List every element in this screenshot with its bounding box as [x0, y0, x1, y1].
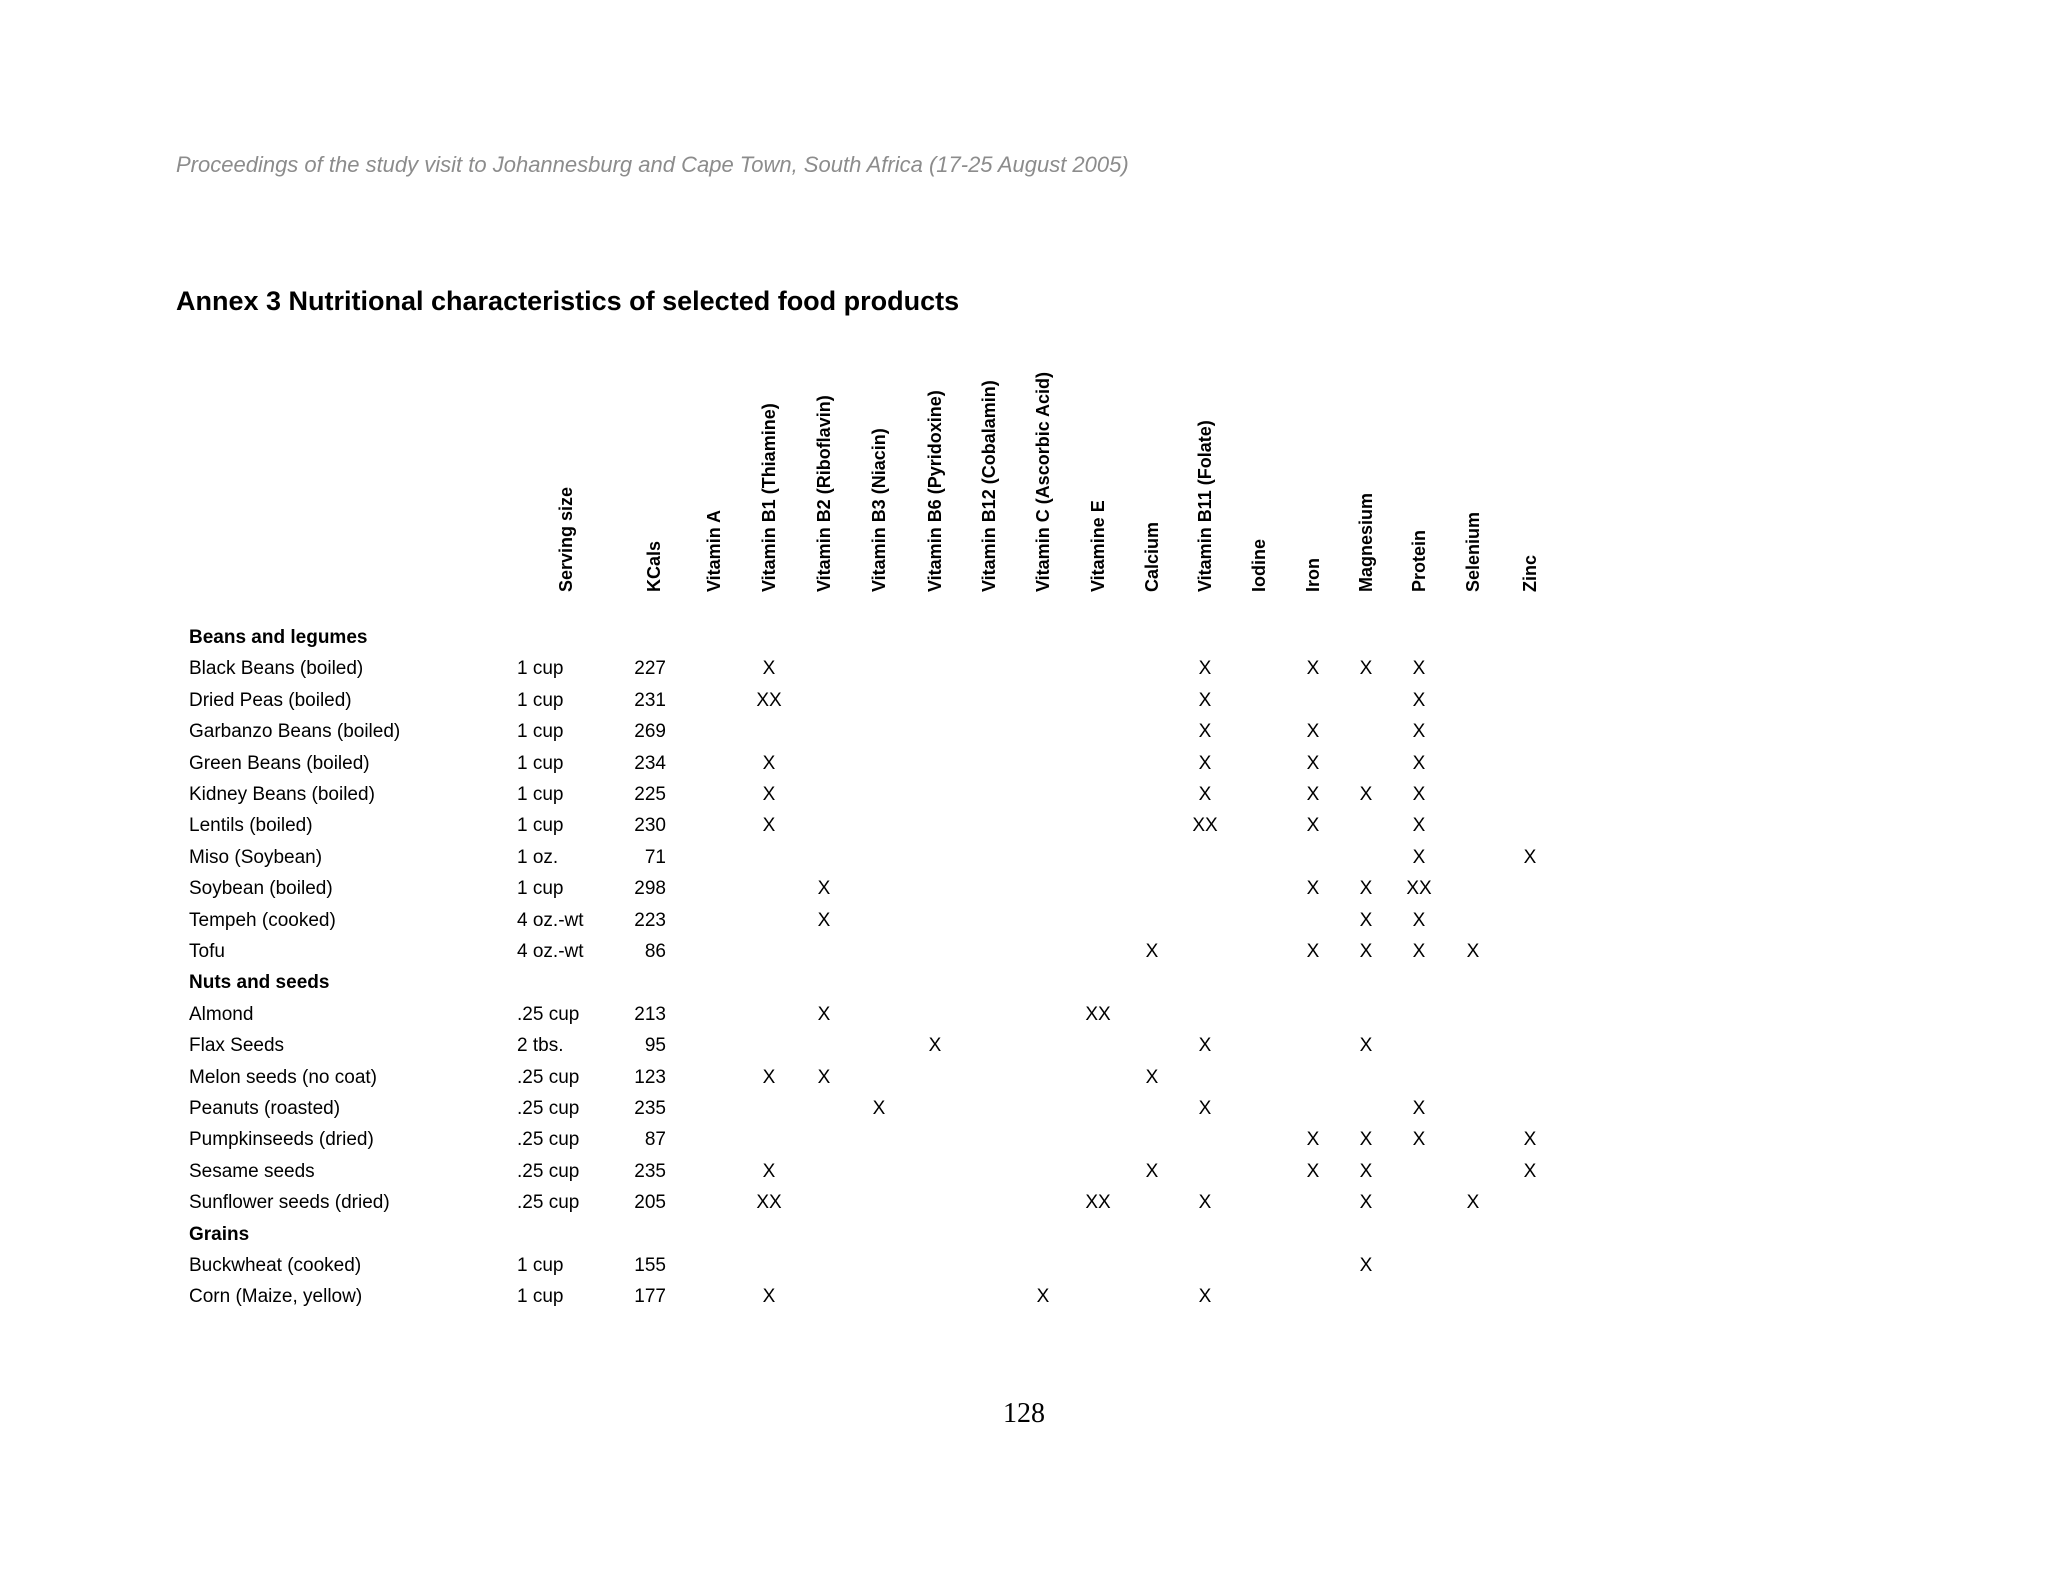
kcal-value: 95 — [644, 1035, 666, 1057]
nutrient-mark: X — [1523, 846, 1537, 868]
column-header-label: Magnesium — [1356, 492, 1376, 592]
kcal-value: 155 — [634, 1255, 666, 1276]
nutrient-mark: XX — [1192, 815, 1218, 837]
serving-size: .25 cup — [517, 1066, 580, 1088]
nutrient-mark: X — [1306, 721, 1320, 743]
table-row — [0, 936, 2048, 967]
nutrient-mark: X — [1466, 1192, 1480, 1214]
kcal-value: 223 — [634, 909, 666, 931]
food-name: Dried Peas (boiled) — [189, 689, 352, 711]
food-name: Tofu — [189, 941, 225, 962]
nutrient-mark: X — [1359, 1255, 1373, 1276]
column-header-label: Iodine — [1249, 539, 1269, 592]
nutrient-mark: X — [1359, 658, 1373, 680]
nutrient-mark: X — [1523, 1160, 1537, 1182]
serving-size: 1 cup — [517, 658, 564, 680]
serving-size: .25 cup — [517, 1192, 580, 1214]
table-row — [0, 1030, 2048, 1061]
table-row — [0, 842, 2048, 873]
kcal-value: 235 — [634, 1160, 666, 1182]
table-row — [0, 873, 2048, 904]
food-name: Lentils (boiled) — [189, 815, 313, 837]
kcal-value: 177 — [634, 1286, 666, 1308]
column-header-label: Selenium — [1463, 511, 1483, 592]
serving-size: 1 cup — [517, 815, 564, 837]
section-header-row — [0, 1219, 2048, 1250]
nutrient-mark: X — [1145, 1160, 1159, 1182]
nutrient-mark: X — [817, 1003, 831, 1025]
table-row — [0, 1250, 2048, 1281]
serving-size: .25 cup — [517, 1003, 580, 1025]
table-row — [0, 1124, 2048, 1155]
nutrient-mark: X — [1306, 941, 1320, 962]
serving-size: 1 cup — [517, 689, 564, 711]
nutrient-mark: X — [1412, 784, 1426, 805]
serving-size: 1 cup — [517, 1255, 564, 1276]
food-name: Kidney Beans (boiled) — [189, 784, 375, 805]
nutrient-mark: X — [1198, 1098, 1212, 1119]
nutrient-mark: X — [1359, 784, 1373, 805]
nutrient-mark: X — [1359, 909, 1373, 931]
column-header-label: Vitamin B6 (Pyridoxine) — [925, 390, 945, 592]
serving-size: 1 cup — [517, 1286, 564, 1308]
column-header-label: Iron — [1303, 558, 1323, 592]
nutrient-mark: X — [1466, 941, 1480, 962]
nutrient-mark: X — [762, 752, 776, 774]
serving-size: 4 oz.-wt — [517, 941, 584, 962]
kcal-value: 71 — [644, 846, 666, 868]
food-name: Melon seeds (no coat) — [189, 1066, 377, 1088]
food-name: Soybean (boiled) — [189, 878, 333, 900]
nutrient-mark: X — [1306, 658, 1320, 680]
kcal-value: 234 — [634, 752, 666, 774]
nutrient-mark: X — [1412, 1098, 1426, 1119]
nutrient-mark: X — [1198, 689, 1212, 711]
nutrient-mark: X — [1412, 752, 1426, 774]
nutrient-mark: X — [1145, 941, 1159, 962]
kcal-value: 87 — [644, 1129, 666, 1151]
serving-size: 1 cup — [517, 752, 564, 774]
food-name: Corn (Maize, yellow) — [189, 1286, 363, 1308]
kcal-value: 269 — [634, 721, 666, 743]
nutrient-mark: X — [762, 784, 776, 805]
page-number: 128 — [1003, 1398, 1045, 1429]
table-row — [0, 1156, 2048, 1187]
nutrient-mark: X — [762, 815, 776, 837]
kcal-value: 205 — [634, 1192, 666, 1214]
nutrient-mark: X — [1412, 846, 1426, 868]
kcal-value: 86 — [644, 941, 666, 962]
food-name: Sunflower seeds (dried) — [189, 1192, 390, 1214]
table-row — [0, 1062, 2048, 1093]
nutrient-mark: X — [1412, 1129, 1426, 1151]
kcal-value: 213 — [634, 1003, 666, 1025]
table-row — [0, 905, 2048, 936]
kcal-value: 225 — [634, 784, 666, 805]
nutrient-mark: X — [1359, 1129, 1373, 1151]
nutrient-mark: X — [1198, 752, 1212, 774]
serving-size: .25 cup — [517, 1129, 580, 1151]
nutrient-mark: X — [817, 1066, 831, 1088]
food-name: Black Beans (boiled) — [189, 658, 364, 680]
nutrient-mark: X — [1306, 784, 1320, 805]
section-name: Nuts and seeds — [189, 972, 330, 994]
nutrient-mark: X — [1198, 784, 1212, 805]
column-header-label: Serving size — [556, 486, 576, 592]
nutrient-mark: X — [817, 878, 831, 900]
serving-size: 1 oz. — [517, 846, 559, 868]
section-name: Beans and legumes — [189, 627, 368, 648]
nutrient-mark: XX — [756, 689, 782, 711]
nutrient-mark: X — [1198, 1286, 1212, 1308]
kcal-value: 298 — [634, 878, 666, 900]
nutrient-mark: XX — [1085, 1192, 1111, 1214]
nutrient-mark: X — [1359, 878, 1373, 900]
kcal-value: 123 — [634, 1066, 666, 1088]
food-name: Garbanzo Beans (boiled) — [189, 721, 401, 743]
serving-size: 4 oz.-wt — [517, 909, 584, 931]
serving-size: 1 cup — [517, 721, 564, 743]
nutrient-mark: X — [1412, 815, 1426, 837]
nutrient-mark: X — [1306, 878, 1320, 900]
nutrient-mark: X — [817, 909, 831, 931]
section-header-row — [0, 622, 2048, 653]
table-row — [0, 810, 2048, 841]
serving-size: .25 cup — [517, 1098, 580, 1119]
column-header-label: Calcium — [1142, 521, 1162, 592]
food-name: Almond — [189, 1003, 254, 1025]
column-header-label: Vitamin C (Ascorbic Acid) — [1033, 371, 1053, 592]
nutrient-mark: X — [1359, 1192, 1373, 1214]
nutrient-mark: X — [762, 1066, 776, 1088]
table-row — [0, 1281, 2048, 1312]
kcal-value: 235 — [634, 1098, 666, 1119]
serving-size: 2 tbs. — [517, 1035, 564, 1057]
column-header-label: KCals — [644, 540, 664, 592]
table-row — [0, 1187, 2048, 1218]
table-row — [0, 748, 2048, 779]
column-header-label: Vitamin B11 (Folate) — [1195, 420, 1215, 592]
serving-size: .25 cup — [517, 1160, 580, 1182]
table-row — [0, 653, 2048, 684]
column-header-label: Zinc — [1520, 554, 1540, 592]
nutrient-mark: X — [1412, 721, 1426, 743]
column-header-label: Vitamine E — [1088, 500, 1108, 592]
running-header: Proceedings of the study visit to Johannesburg and Cape Town, South Africa (17-25 August 2005) — [176, 152, 1129, 177]
table-row — [0, 999, 2048, 1030]
column-header-label: Vitamin B3 (Niacin) — [869, 428, 889, 592]
nutrient-mark: XX — [756, 1192, 782, 1214]
column-header-label: Protein — [1409, 529, 1429, 592]
food-name: Miso (Soybean) — [189, 846, 323, 868]
column-header-label: Vitamin A — [704, 509, 724, 592]
food-name: Pumpkinseeds (dried) — [189, 1129, 374, 1151]
nutrient-mark: X — [1412, 941, 1426, 962]
section-header-row — [0, 967, 2048, 998]
nutrient-mark: X — [1198, 658, 1212, 680]
nutrient-mark: XX — [1085, 1003, 1111, 1025]
nutrient-mark: X — [1198, 1035, 1212, 1057]
nutrient-mark: X — [1412, 658, 1426, 680]
kcal-value: 231 — [634, 689, 666, 711]
nutrient-mark: X — [1306, 815, 1320, 837]
nutrient-mark: X — [1359, 941, 1373, 962]
nutrient-mark: X — [1306, 1160, 1320, 1182]
nutrient-mark: X — [1412, 689, 1426, 711]
food-name: Sesame seeds — [189, 1160, 315, 1182]
nutrient-mark: X — [762, 1286, 776, 1308]
nutrient-mark: X — [1036, 1286, 1050, 1308]
food-name: Green Beans (boiled) — [189, 752, 370, 774]
nutrient-mark: X — [1306, 1129, 1320, 1151]
column-header-label: Vitamin B2 (Riboflavin) — [814, 395, 834, 592]
kcal-value: 227 — [634, 658, 666, 680]
nutrient-mark: X — [1306, 752, 1320, 774]
nutrient-mark: X — [1523, 1129, 1537, 1151]
nutrient-mark: X — [762, 1160, 776, 1182]
column-header-label: Vitamin B1 (Thiamine) — [759, 403, 779, 592]
table-row — [0, 716, 2048, 747]
nutrient-mark: XX — [1406, 878, 1432, 900]
nutrient-mark: X — [1359, 1160, 1373, 1182]
serving-size: 1 cup — [517, 878, 564, 900]
nutrient-mark: X — [928, 1035, 942, 1057]
nutrient-mark: X — [1145, 1066, 1159, 1088]
nutrient-mark: X — [1412, 909, 1426, 931]
food-name: Tempeh (cooked) — [189, 909, 336, 931]
table-row — [0, 685, 2048, 716]
nutrient-mark: X — [1198, 1192, 1212, 1214]
table-row — [0, 1093, 2048, 1124]
food-name: Flax Seeds — [189, 1035, 285, 1057]
nutrient-mark: X — [872, 1098, 886, 1119]
table-row — [0, 779, 2048, 810]
nutrient-mark: X — [1359, 1035, 1373, 1057]
nutrient-mark: X — [1198, 721, 1212, 743]
annex-title: Annex 3 Nutritional characteristics of selected food products — [176, 286, 960, 316]
serving-size: 1 cup — [517, 784, 564, 805]
nutrient-mark: X — [762, 658, 776, 680]
column-header-label: Vitamin B12 (Cobalamin) — [979, 380, 999, 592]
kcal-value: 230 — [634, 815, 666, 837]
food-name: Buckwheat (cooked) — [189, 1255, 362, 1276]
food-name: Peanuts (roasted) — [189, 1098, 341, 1119]
section-name: Grains — [189, 1223, 250, 1245]
